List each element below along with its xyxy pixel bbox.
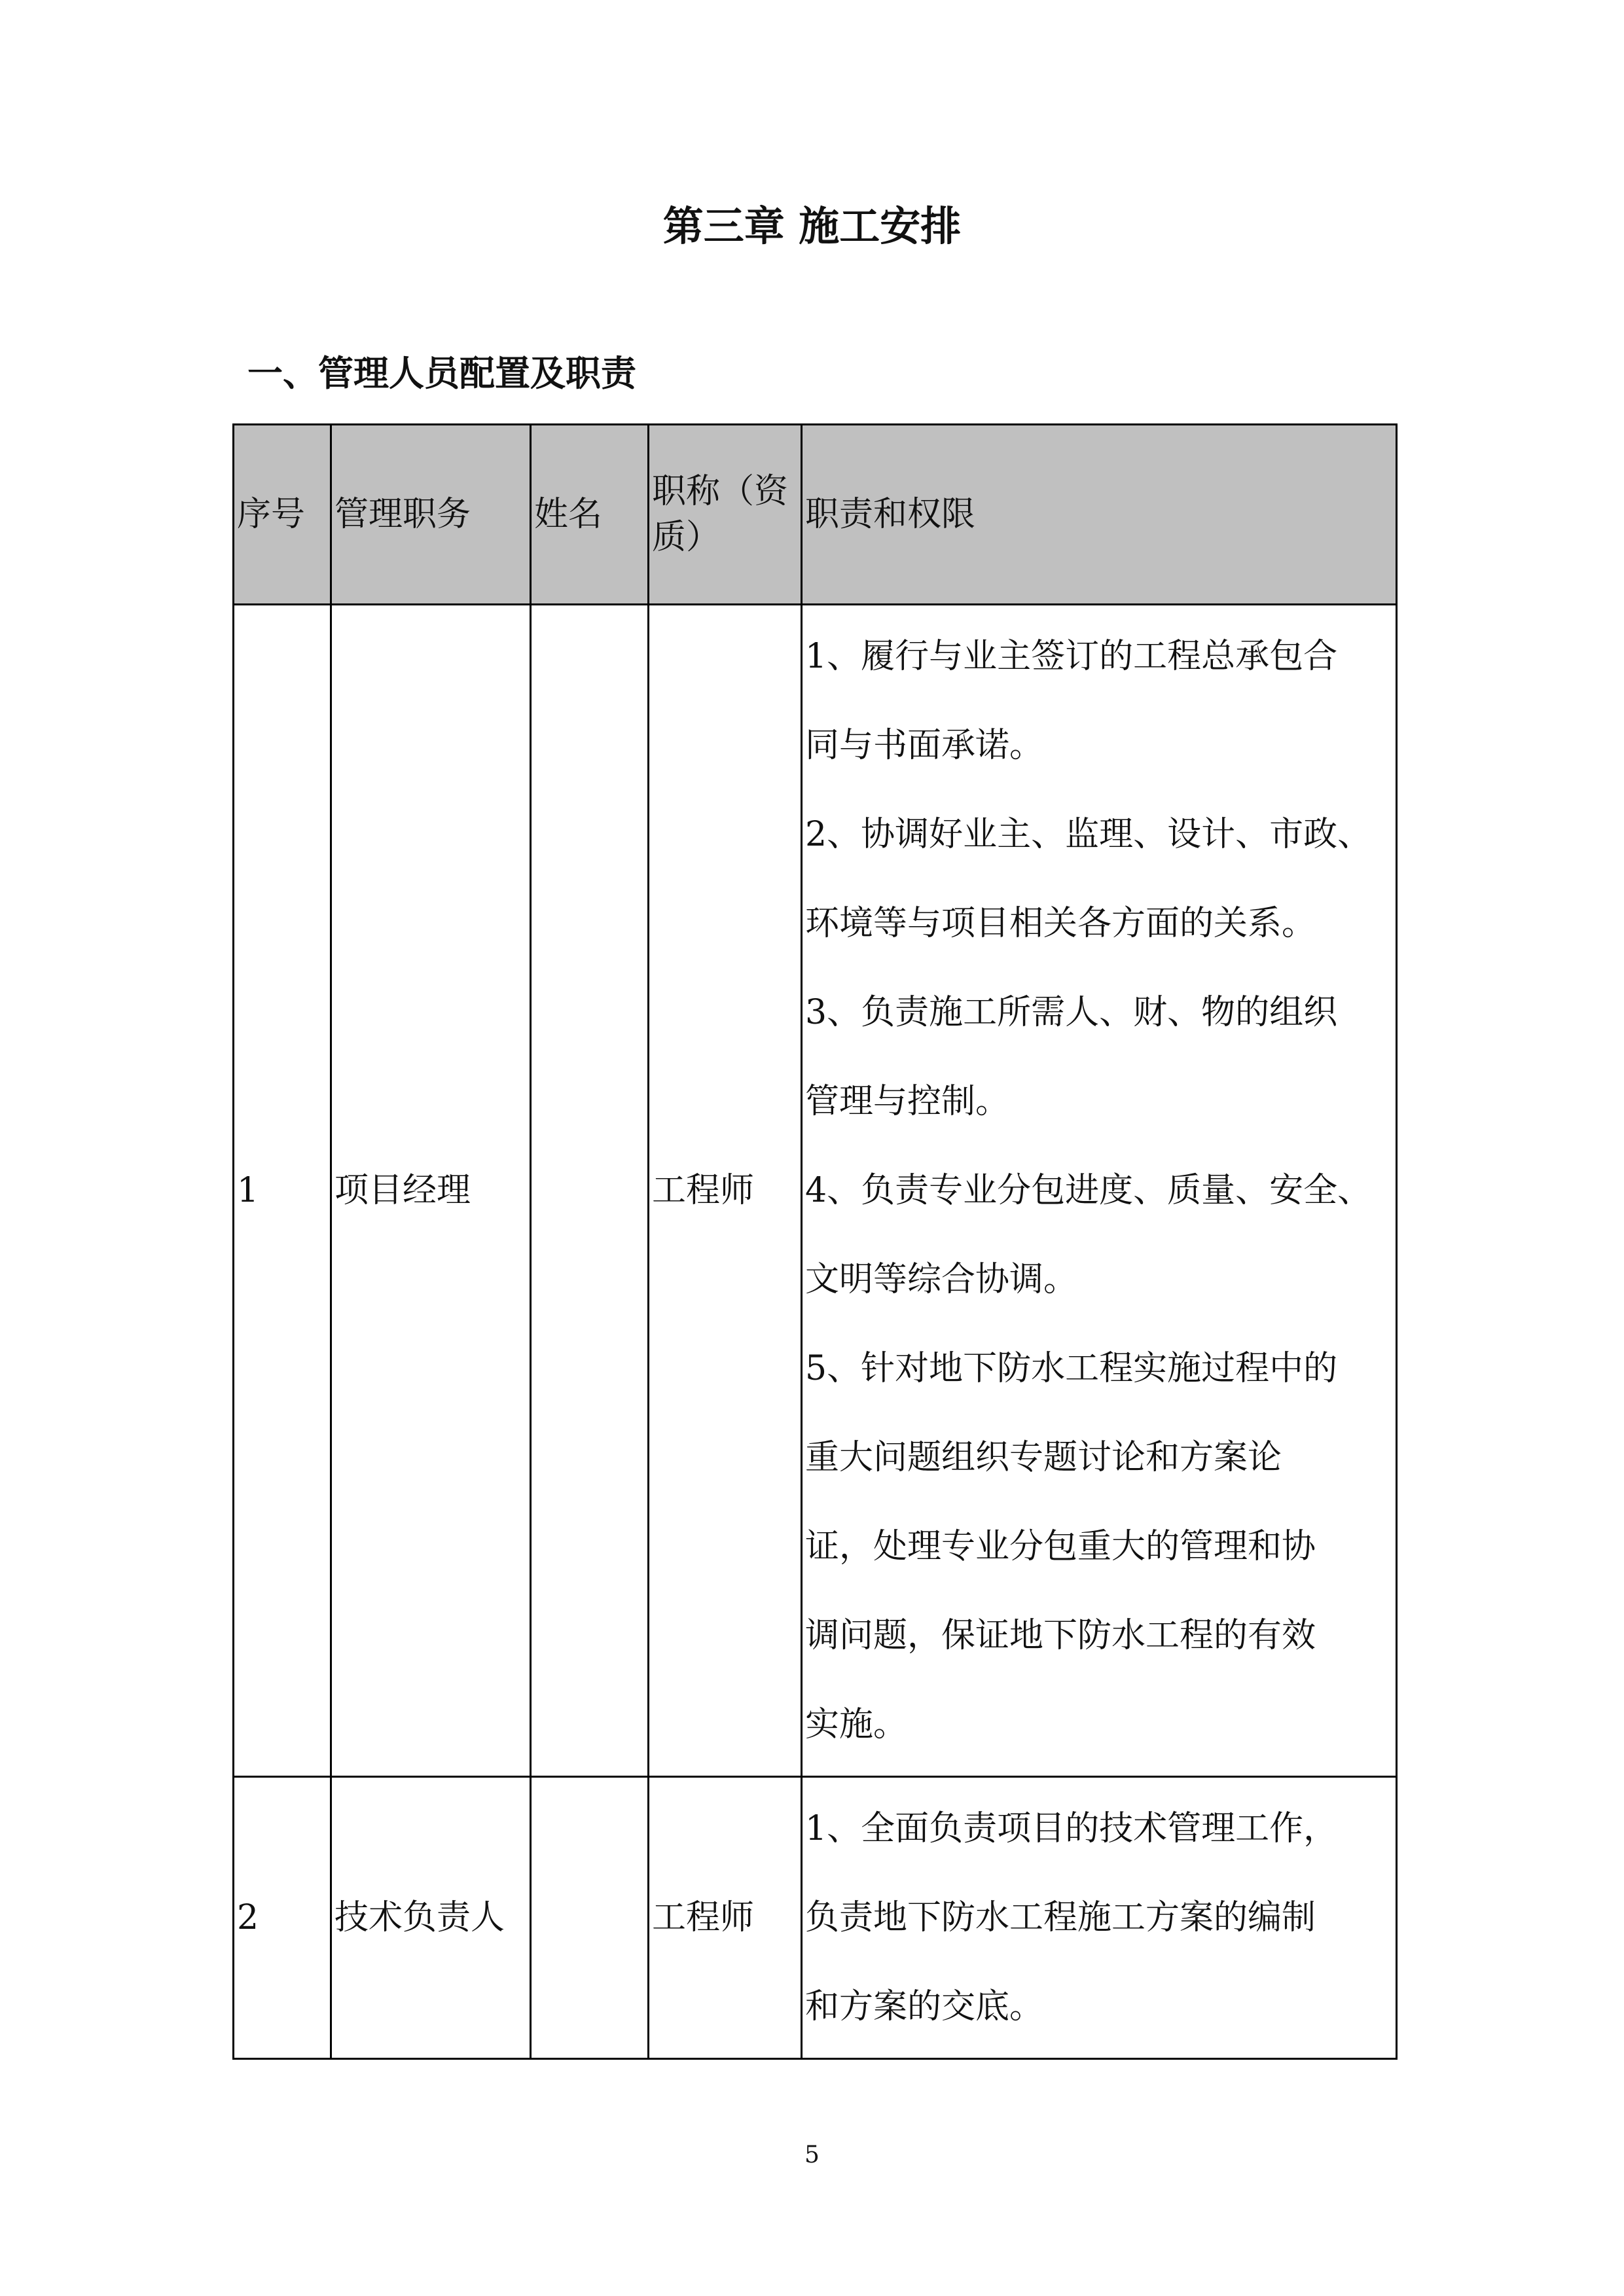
row-no: 2 <box>234 1777 331 2059</box>
duty-line: 1、全面负责项目的技术管理工作， <box>805 1809 1338 1848</box>
duty-line: 4、负责专业分包进度、质量、安全、 <box>805 1171 1372 1210</box>
header-duties: 职责和权限 <box>802 425 1397 605</box>
row-name <box>531 605 649 1777</box>
header-title: 职称（资质） <box>649 425 802 605</box>
row-position: 项目经理 <box>331 605 531 1777</box>
header-position: 管理职务 <box>331 425 531 605</box>
duty-line: 调问题，保证地下防水工程的有效 <box>805 1616 1316 1655</box>
duty-line: 同与书面承诺。 <box>805 726 1044 765</box>
row-no: 1 <box>234 605 331 1777</box>
row-position: 技术负责人 <box>331 1777 531 2059</box>
duty-line: 3、负责施工所需人、财、物的组织 <box>805 993 1338 1032</box>
row-duties <box>802 605 1397 1777</box>
duty-line: 和方案的交底。 <box>805 1987 1044 2026</box>
duty-line: 1、履行与业主签订的工程总承包合 <box>805 637 1338 676</box>
page-number: 5 <box>804 2142 820 2168</box>
header-name: 姓名 <box>531 425 649 605</box>
row-title: 工程师 <box>649 605 802 1777</box>
header-no: 序号 <box>234 425 331 605</box>
duty-line: 证，处理专业分包重大的管理和协 <box>805 1527 1316 1566</box>
table-row <box>234 1777 1397 2059</box>
duty-line: 实施。 <box>805 1705 908 1744</box>
chapter-title: 第三章 施工安排 <box>662 202 962 250</box>
duty-line: 2、协调好业主、监理、设计、市政、 <box>805 815 1372 854</box>
table-header-row <box>234 425 1397 605</box>
duty-line: 负责地下防水工程施工方案的编制 <box>805 1898 1316 1937</box>
duty-line: 5、针对地下防水工程实施过程中的 <box>805 1349 1338 1388</box>
row-duties <box>802 1777 1397 2059</box>
duty-line: 文明等综合协调。 <box>805 1260 1078 1299</box>
table-row <box>234 605 1397 1777</box>
duty-line: 管理与控制。 <box>805 1082 1010 1121</box>
duty-line: 环境等与项目相关各方面的关系。 <box>805 904 1316 943</box>
row-title: 工程师 <box>649 1777 802 2059</box>
section-heading: 一、管理人员配置及职责 <box>247 352 636 394</box>
staff-responsibility-table <box>232 423 1398 2060</box>
row-name <box>531 1777 649 2059</box>
duty-line: 重大问题组织专题讨论和方案论 <box>805 1438 1282 1477</box>
